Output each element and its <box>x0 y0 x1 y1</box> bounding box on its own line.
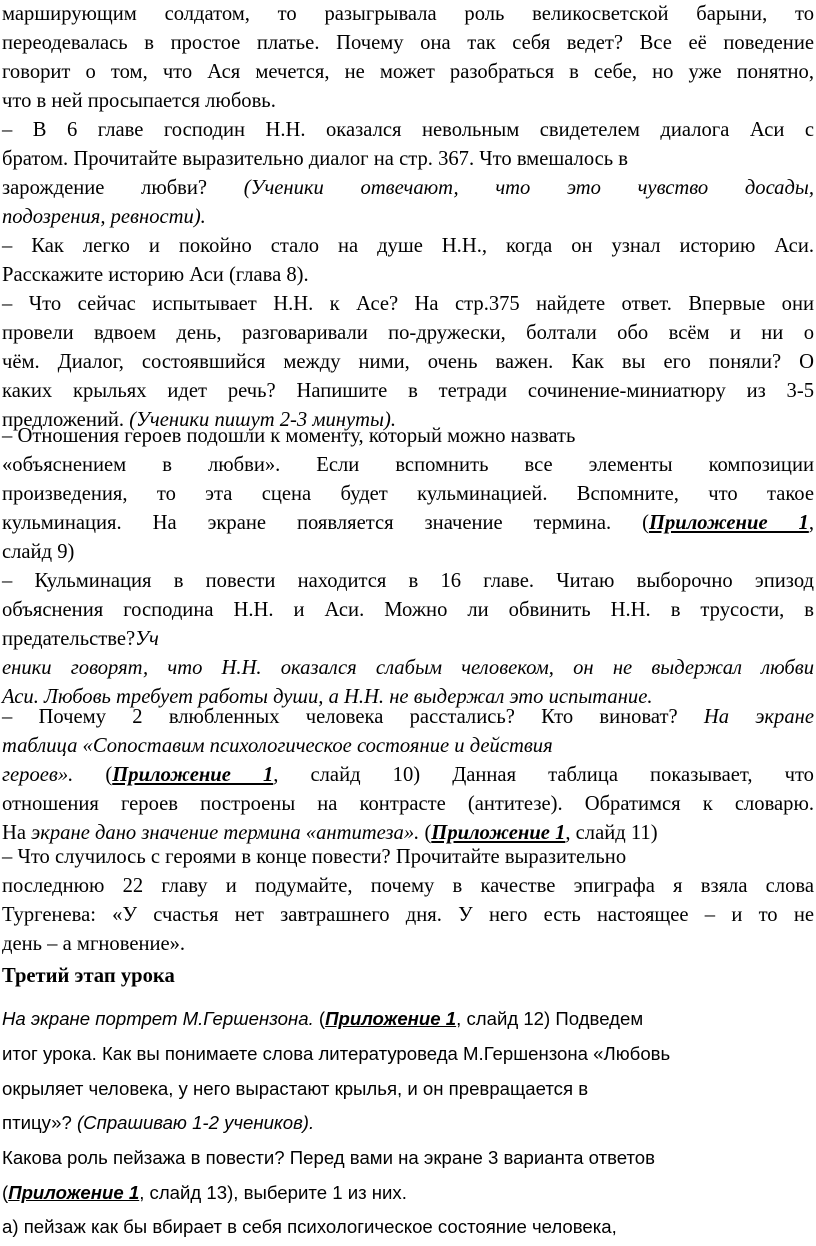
text-fragment: – Почему 2 влюбленных человека расстались? Кто виноват? <box>2 706 704 728</box>
text-line: день – а мгновение». <box>2 933 186 956</box>
text-line: что в ней просыпается любовь. <box>2 90 276 113</box>
text-fragment: зарождение любви? <box>2 177 244 200</box>
text-line: – Кульминация в повести находится в 16 главе. Читаю выборочно эпизод <box>2 570 814 592</box>
text-fragment: , слайд 13), выберите 1 из них. <box>139 1182 407 1203</box>
section-heading: Третий этап урока <box>2 965 175 987</box>
text-line: Расскажите историю Аси (глава 8). <box>2 264 309 287</box>
text-line <box>2 761 814 790</box>
text-line: – Что случилось с героями в конце повести? Прочитайте выразительно <box>2 846 627 868</box>
italic-note: На экране портрет М.Гершензона. <box>2 1008 314 1029</box>
text-line <box>2 732 814 761</box>
text-fragment: , слайд 10) Данная таблица показывает, что <box>273 764 814 787</box>
text-line: чём. Диалог, состоявшийся между ними, очень важен. Как вы его поняли? О <box>2 351 814 374</box>
paragraph-feelings <box>2 290 814 435</box>
text-line: итог урока. Как вы понимаете слова литературоведа М.Гершензона «Любовь <box>2 1043 671 1064</box>
text-fragment: ( <box>424 822 432 845</box>
text-line: говорит о том, что Ася мечется, не может разобраться в себе, но уже понятно, <box>2 61 814 84</box>
text-line: – Отношения героев подошли к моменту, который можно назвать <box>2 425 576 447</box>
text-fragment: ( <box>105 764 113 787</box>
text-line: переодевалась в простое платье. Почему она так себя ведет? Все её поведение <box>2 32 814 55</box>
italic-note: (Ученики пишут 2-3 минуты). <box>129 409 396 432</box>
text-line: провели вдвоем день, разговаривали по-дружески, болтали обо всём и ни о <box>2 322 814 345</box>
text-line <box>2 1008 643 1030</box>
text-line <box>2 203 814 232</box>
text-line: отношения героев построены на контрасте (антитезе). Обратимся к словарю. <box>2 793 814 816</box>
paragraph-chapter-16 <box>2 567 814 712</box>
text-line: – Как легко и покойно стало на душе Н.Н., когда он узнал историю Аси. <box>2 235 814 257</box>
appendix-link[interactable]: Приложение 1 <box>431 822 566 845</box>
italic-note: героев». <box>2 764 106 787</box>
italic-answer: (Ученики отвечают, что это чувство досады, <box>243 177 814 200</box>
text-fragment: , <box>808 512 814 535</box>
text-line: братом. Прочитайте выразительно диалог на стр. 367. Что вмешалось в <box>2 148 629 171</box>
text-line: последнюю 22 главу и подумайте, почему в качестве эпиграфа я взяла слова <box>2 875 814 898</box>
italic-note: На экране <box>703 706 814 728</box>
italic-note: таблица «Сопоставим психологическое состояние и действия <box>2 735 553 758</box>
text-line: а) пейзаж как бы вбирает в себя психологическое состояние человека, <box>2 1216 617 1237</box>
text-line: объяснения господина Н.Н. и Аси. Можно ли обвинить Н.Н. в трусости, в <box>2 599 814 622</box>
text-fragment: предложений. <box>2 409 130 432</box>
text-line: «объяснением в любви». Если вспомнить все элементы композиции <box>2 454 814 477</box>
paragraph-chapter-6 <box>2 116 814 232</box>
text-line <box>2 703 814 732</box>
text-line <box>2 1182 407 1204</box>
paragraph-ending <box>2 843 814 959</box>
paragraph-antithesis <box>2 703 814 848</box>
appendix-link[interactable]: Приложение 1 <box>648 512 809 535</box>
italic-answer: Уч <box>135 628 159 651</box>
text-line: Тургенева: «У счастья нет завтрашнего дня. У него есть настоящее – и то не <box>2 904 814 927</box>
text-line <box>2 1112 314 1134</box>
text-fragment: ( <box>313 1008 326 1029</box>
italic-answer: Аси. Любовь требует работы души, а Н.Н. не выдержал это испытание. <box>2 686 653 709</box>
text-line: – Что сейчас испытывает Н.Н. к Асе? На стр.375 найдете ответ. Впервые они <box>2 293 814 315</box>
italic-note: (Спрашиваю 1-2 учеников). <box>76 1112 315 1133</box>
text-line: марширующим солдатом, то разыгрывала роль великосветской барыни, то <box>2 3 814 25</box>
text-fragment: птицу»? <box>2 1112 77 1133</box>
appendix-link[interactable]: Приложение 1 <box>112 764 274 787</box>
text-fragment: , слайд 12) Подведем <box>456 1008 644 1029</box>
text-fragment: , слайд 11) <box>565 822 658 845</box>
appendix-link[interactable]: Приложение 1 <box>325 1008 457 1029</box>
text-line: произведения, то эта сцена будет кульминацией. Вспомните, что такое <box>2 483 814 506</box>
text-line <box>2 654 814 683</box>
paragraph-asya-behavior <box>2 0 814 116</box>
text-line <box>2 174 814 203</box>
text-fragment: На <box>2 822 27 845</box>
italic-note: экране дано значение термина «антитеза». <box>26 822 425 845</box>
appendix-link[interactable]: Приложение 1 <box>8 1182 140 1203</box>
text-line <box>2 509 814 538</box>
paragraph-asya-story <box>2 232 814 290</box>
text-line: окрыляет человека, у него вырастают крылья, и он превращается в <box>2 1078 589 1099</box>
italic-answer: подозрения, ревности). <box>2 206 206 229</box>
text-line: – В 6 главе господин Н.Н. оказался невольным свидетелем диалога Аси с <box>2 119 814 141</box>
text-line: Какова роль пейзажа в повести? Перед вами на экране 3 варианта ответов <box>2 1147 656 1168</box>
text-line <box>2 625 814 654</box>
paragraph-climax <box>2 422 814 567</box>
text-fragment: предательстве? <box>2 628 136 651</box>
text-fragment: кульминация. На экране появляется значение термина. ( <box>2 512 649 535</box>
text-fragment: ( <box>2 1182 9 1203</box>
text-line: слайд 9) <box>2 541 75 564</box>
italic-answer: еники говорят, что Н.Н. оказался слабым человеком, он не выдержал любви <box>2 657 814 680</box>
text-line: каких крыльях идет речь? Напишите в тетради сочинение-миниатюру из 3-5 <box>2 380 814 403</box>
